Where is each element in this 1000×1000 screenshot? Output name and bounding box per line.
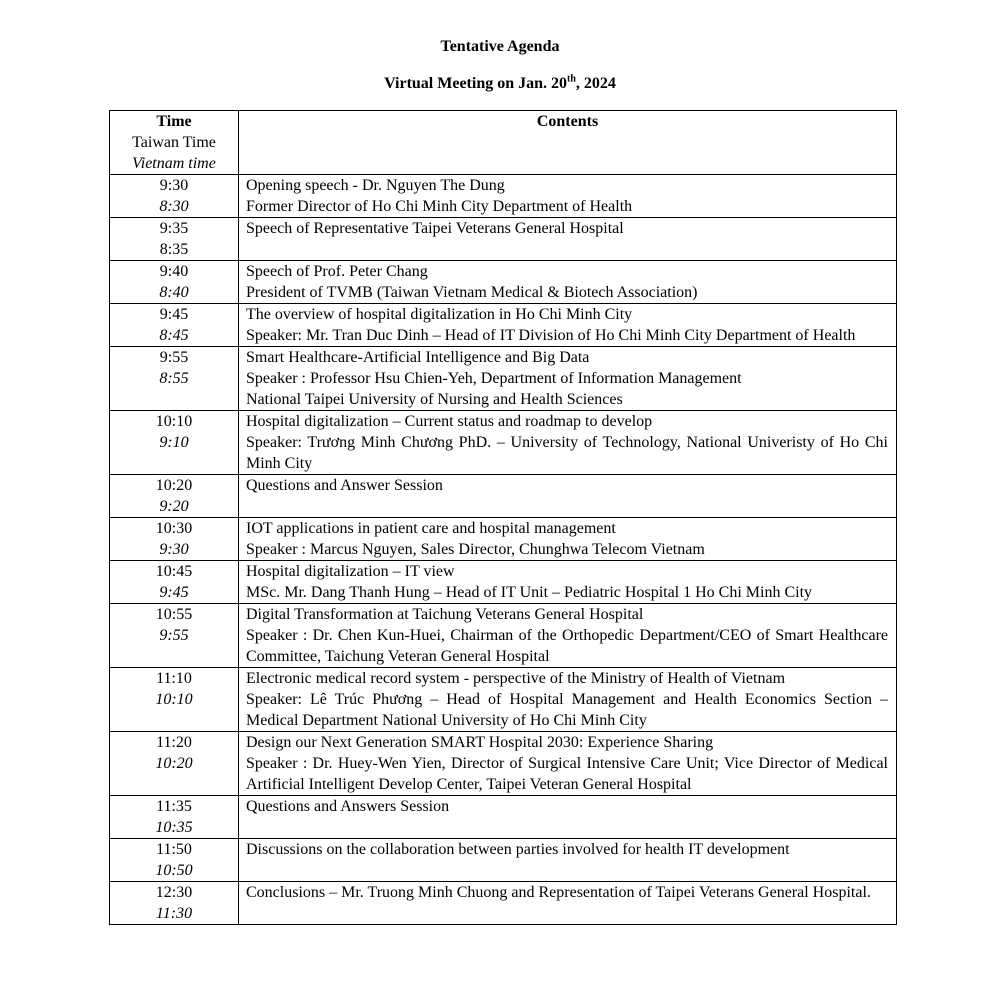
contents-cell	[239, 218, 897, 261]
vietnam-time: 9:10	[159, 434, 189, 451]
session-title: Design our Next Generation SMART Hospital 2030: Experience Sharing	[246, 734, 714, 751]
agenda-body	[110, 175, 897, 925]
taiwan-time: 10:10	[155, 413, 193, 430]
taiwan-time: 9:40	[159, 263, 189, 280]
session-title: Discussions on the collaboration between parties involved for health IT development	[246, 841, 790, 858]
taiwan-time: 9:35	[159, 220, 189, 237]
session-title: Hospital digitalization – IT view	[246, 563, 455, 580]
session-detail: MSc. Mr. Dang Thanh Hung – Head of IT Unit – Pediatric Hospital 1 Ho Chi Minh City	[246, 584, 813, 601]
agenda-row	[110, 882, 897, 925]
vietnam-time: 8:40	[159, 284, 189, 301]
session-title: IOT applications in patient care and hospital management	[246, 520, 616, 537]
agenda-row	[110, 347, 897, 411]
agenda-row	[110, 175, 897, 218]
taiwan-time: 9:55	[159, 349, 189, 366]
contents-cell	[239, 518, 897, 561]
contents-cell	[239, 796, 897, 839]
vietnam-time: 9:45	[159, 584, 189, 601]
agenda-row	[110, 561, 897, 604]
time-cell	[110, 218, 239, 261]
taiwan-time: 11:10	[156, 670, 192, 687]
agenda-row	[110, 668, 897, 732]
session-title: Questions and Answer Session	[246, 477, 443, 494]
agenda-header-row	[110, 111, 897, 175]
session-detail: Speaker : Dr. Huey-Wen Yien, Director of Surgical Intensive Care Unit; Vice Director of Medical Artificial Intelligent Develop Center, Taipei Veteran General Hospital	[246, 755, 888, 793]
taiwan-time: 11:50	[156, 841, 192, 858]
agenda-row	[110, 839, 897, 882]
session-title: Speech of Representative Taipei Veterans General Hospital	[246, 220, 624, 237]
vietnam-time: 10:10	[155, 691, 193, 708]
session-title: Smart Healthcare-Artificial Intelligence and Big Data	[246, 349, 590, 366]
contents-cell	[239, 304, 897, 347]
agenda-row	[110, 604, 897, 668]
contents-cell	[239, 561, 897, 604]
vietnam-time: 9:55	[159, 627, 189, 644]
agenda-row	[110, 411, 897, 475]
vietnam-time: 9:20	[159, 498, 189, 515]
taiwan-time-header-label: Taiwan Time	[132, 134, 216, 151]
contents-cell	[239, 732, 897, 796]
subtitle-superscript: th	[567, 73, 576, 85]
contents-cell	[239, 668, 897, 732]
time-cell	[110, 518, 239, 561]
agenda-row	[110, 518, 897, 561]
vietnam-time: 8:30	[159, 198, 189, 215]
time-cell	[110, 604, 239, 668]
time-cell	[110, 304, 239, 347]
taiwan-time: 9:30	[159, 177, 189, 194]
contents-cell	[239, 347, 897, 411]
time-cell	[110, 175, 239, 218]
subtitle-prefix: Virtual Meeting on Jan. 20	[384, 75, 568, 92]
subtitle-suffix: , 2024	[575, 75, 616, 92]
session-title: Hospital digitalization – Current status and roadmap to develop	[246, 413, 653, 430]
time-cell	[110, 475, 239, 518]
time-cell	[110, 732, 239, 796]
taiwan-time: 12:30	[155, 884, 193, 901]
page-title: Tentative Agenda	[440, 38, 560, 55]
session-title: Opening speech - Dr. Nguyen The Dung	[246, 177, 505, 194]
time-header-label: Time	[156, 113, 192, 130]
page-subtitle	[0, 74, 1000, 94]
taiwan-time: 10:45	[155, 563, 193, 580]
session-detail: Speaker : Marcus Nguyen, Sales Director, Chunghwa Telecom Vietnam	[246, 541, 705, 558]
taiwan-time: 10:20	[155, 477, 193, 494]
agenda-row	[110, 796, 897, 839]
time-cell	[110, 411, 239, 475]
taiwan-time: 10:55	[155, 606, 193, 623]
contents-cell	[239, 604, 897, 668]
session-detail: Speaker: Trương Minh Chương PhD. – University of Technology, National Univeristy of Ho Chi Minh City	[246, 434, 888, 472]
contents-cell	[239, 411, 897, 475]
agenda-row	[110, 732, 897, 796]
contents-cell	[239, 475, 897, 518]
vietnam-time: 8:35	[159, 241, 189, 258]
contents-cell	[239, 882, 897, 925]
time-cell	[110, 561, 239, 604]
vietnam-time-header-label: Vietnam time	[132, 155, 216, 172]
session-detail: Speaker: Lê Trúc Phương – Head of Hospital Management and Health Economics Section – Medical Department National University of Ho Chi Minh City	[246, 691, 888, 729]
contents-header-label: Contents	[536, 113, 599, 130]
session-detail: President of TVMB (Taiwan Vietnam Medical & Biotech Association)	[246, 284, 698, 301]
taiwan-time: 10:30	[155, 520, 193, 537]
session-title: Speech of Prof. Peter Chang	[246, 263, 428, 280]
vietnam-time: 9:30	[159, 541, 189, 558]
vietnam-time: 10:50	[155, 862, 193, 879]
time-cell	[110, 839, 239, 882]
session-title: Electronic medical record system - perspective of the Ministry of Health of Vietnam	[246, 670, 786, 687]
agenda-table	[109, 110, 897, 925]
taiwan-time: 11:35	[156, 798, 192, 815]
contents-cell	[239, 175, 897, 218]
time-cell	[110, 668, 239, 732]
session-detail: National Taipei University of Nursing and Health Sciences	[246, 391, 623, 408]
agenda-row	[110, 475, 897, 518]
contents-header-cell	[239, 111, 897, 175]
session-title: Conclusions – Mr. Truong Minh Chuong and Representation of Taipei Veterans General Hospital.	[246, 884, 871, 901]
session-detail: Speaker: Mr. Tran Duc Dinh – Head of IT Division of Ho Chi Minh City Department of Health	[246, 327, 856, 344]
contents-cell	[239, 839, 897, 882]
time-header-cell	[110, 111, 239, 175]
agenda-row	[110, 261, 897, 304]
vietnam-time: 10:35	[155, 819, 193, 836]
contents-cell	[239, 261, 897, 304]
session-title: The overview of hospital digitalization in Ho Chi Minh City	[246, 306, 633, 323]
vietnam-time: 11:30	[155, 905, 193, 922]
taiwan-time: 9:45	[159, 306, 189, 323]
taiwan-time: 11:20	[156, 734, 192, 751]
session-detail: Speaker : Dr. Chen Kun-Huei, Chairman of the Orthopedic Department/CEO of Smart Healthcare Committee, Taichung Veteran General Hospital	[246, 627, 888, 665]
session-title: Questions and Answers Session	[246, 798, 450, 815]
vietnam-time: 8:45	[159, 327, 189, 344]
session-detail: Speaker : Professor Hsu Chien-Yeh, Department of Information Management	[246, 370, 742, 387]
time-cell	[110, 796, 239, 839]
agenda-row	[110, 218, 897, 261]
session-detail: Former Director of Ho Chi Minh City Department of Health	[246, 198, 633, 215]
time-cell	[110, 261, 239, 304]
time-cell	[110, 882, 239, 925]
agenda-row	[110, 304, 897, 347]
vietnam-time: 8:55	[159, 370, 189, 387]
session-title: Digital Transformation at Taichung Veterans General Hospital	[246, 606, 644, 623]
time-cell	[110, 347, 239, 411]
vietnam-time: 10:20	[155, 755, 193, 772]
